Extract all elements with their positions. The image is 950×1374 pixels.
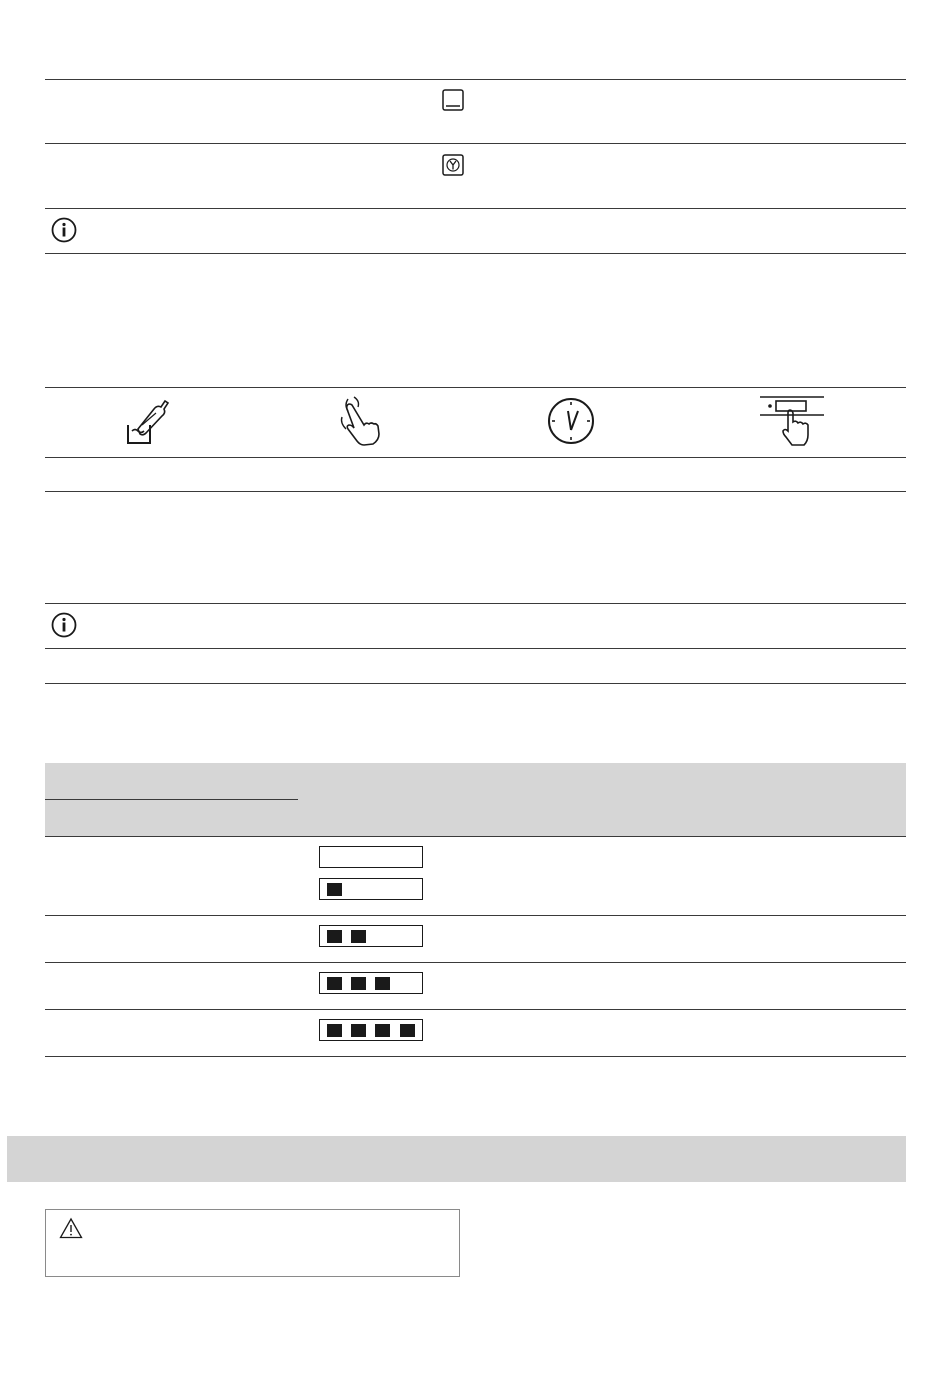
level-square — [375, 977, 390, 990]
table-rule — [45, 683, 906, 684]
table-rule — [45, 915, 906, 916]
table-rule — [45, 962, 906, 963]
level-square — [327, 977, 342, 990]
section-heading-band — [7, 1136, 906, 1182]
level-indicator-1 — [319, 878, 423, 900]
info-icon — [51, 217, 77, 243]
touch-gesture-icon — [334, 393, 382, 447]
table-rule — [45, 648, 906, 649]
clock-icon — [547, 397, 595, 445]
table-rule — [45, 387, 906, 388]
header-underline — [45, 799, 298, 800]
level-square — [351, 930, 366, 943]
level-indicator-0 — [319, 846, 423, 868]
level-square — [327, 883, 342, 896]
oven-rectangle-symbol-icon — [442, 89, 464, 111]
table-rule — [45, 79, 906, 80]
level-indicator-4 — [319, 1019, 423, 1041]
table-rule — [45, 253, 906, 254]
table-rule — [45, 1056, 906, 1057]
level-square — [351, 1024, 366, 1037]
level-indicator-2 — [319, 925, 423, 947]
table-rule — [45, 208, 906, 209]
table-rule — [45, 143, 906, 144]
table-rule — [45, 457, 906, 458]
table-rule — [45, 836, 906, 837]
level-square — [327, 930, 342, 943]
level-indicator-3 — [319, 972, 423, 994]
level-square — [400, 1024, 415, 1037]
hand-cleaning-icon — [124, 395, 170, 447]
level-square — [327, 1024, 342, 1037]
level-square — [375, 1024, 390, 1037]
info-icon — [51, 612, 77, 638]
warning-box — [45, 1209, 460, 1277]
level-square — [351, 977, 366, 990]
table-rule — [45, 1009, 906, 1010]
fan-icon — [442, 154, 464, 176]
finger-press-control-icon — [758, 395, 826, 449]
table-rule — [45, 603, 906, 604]
warning-triangle-icon — [59, 1217, 83, 1239]
table-rule — [45, 491, 906, 492]
